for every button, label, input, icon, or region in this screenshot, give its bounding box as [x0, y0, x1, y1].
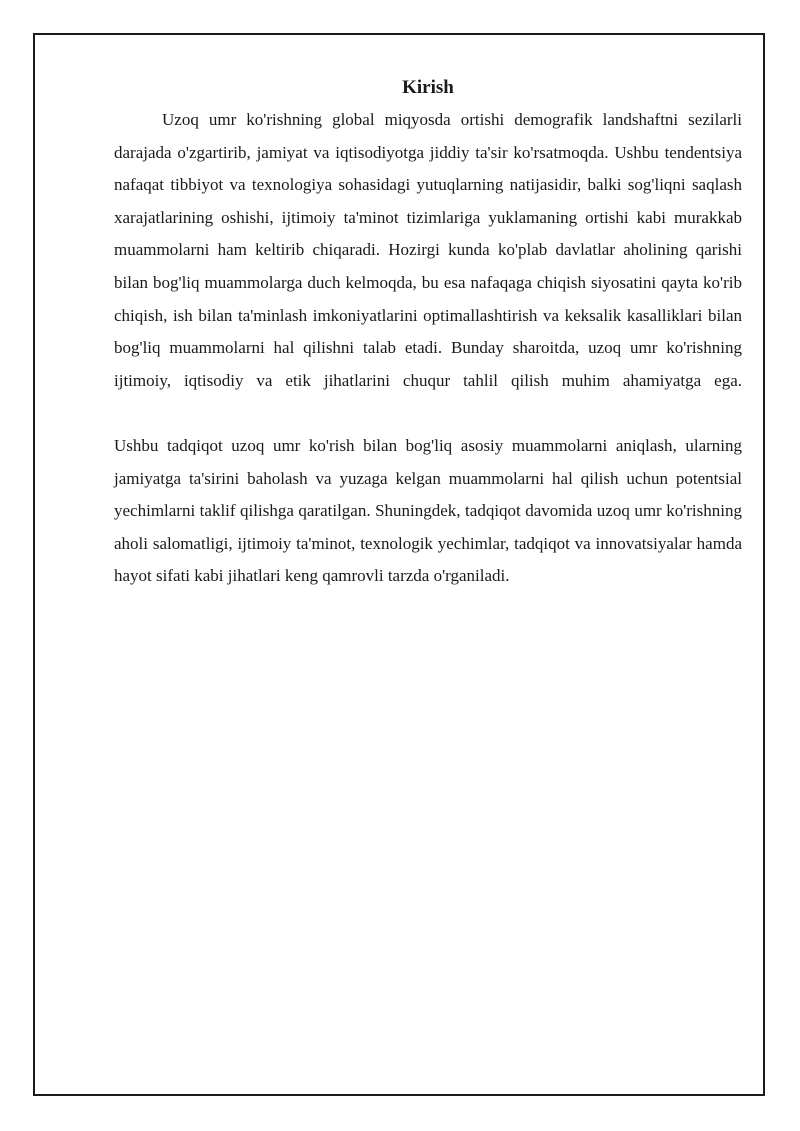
section-title: Kirish	[402, 77, 454, 98]
document-body	[114, 74, 742, 593]
paragraph-intro: Uzoq umr ko'rishning global miqyosda ortishi demografik landshaftni sezilarli darajada o'zgartirib, jamiyat va iqtisodiyotga jiddiy ta'sir ko'rsatmoqda. Ushbu tendentsiya nafaqat tibbiyot va texnologiya sohasidagi yutuqlarning natijasidir, balki sog'liqni saqlash xarajatlarining oshishi, ijtimoiy ta'minot tizimlariga yuklamaning ortishi kabi murakkab muammolarni ham keltirib chiqaradi. Hozirgi kunda ko'plab davlatlar aholining qarishi bilan bog'liq muammolarga duch kelmoqda, bu esa nafaqaga chiqish siyosatini qayta ko'rib chiqish, ish bilan ta'minlash imkoniyatlarini optimallashtirish va keksalik kasalliklari bilan bog'liq muammolarni hal qilishni talab etadi. Bunday sharoitda, uzoq umr ko'rishning ijtimoiy, iqtisodiy va etik jihatlarini chuqur tahlil qilish muhim ahamiyatga ega.	[114, 110, 742, 390]
paragraph-goal: Ushbu tadqiqot uzoq umr ko'rish bilan bog'liq asosiy muammolarni aniqlash, ularning jamiyatga ta'sirini baholash va yuzaga kelgan muammolarni hal qilish uchun potentsial yechimlarni taklif qilishga qaratilgan. Shuningdek, tadqiqot davomida uzoq umr ko'rishning aholi salomatligi, ijtimoiy ta'minot, texnologik yechimlar, tadqiqot va innovatsiyalar hamda hayot sifati kabi jihatlari keng qamrovli tarzda o'rganiladi.	[114, 435, 742, 586]
